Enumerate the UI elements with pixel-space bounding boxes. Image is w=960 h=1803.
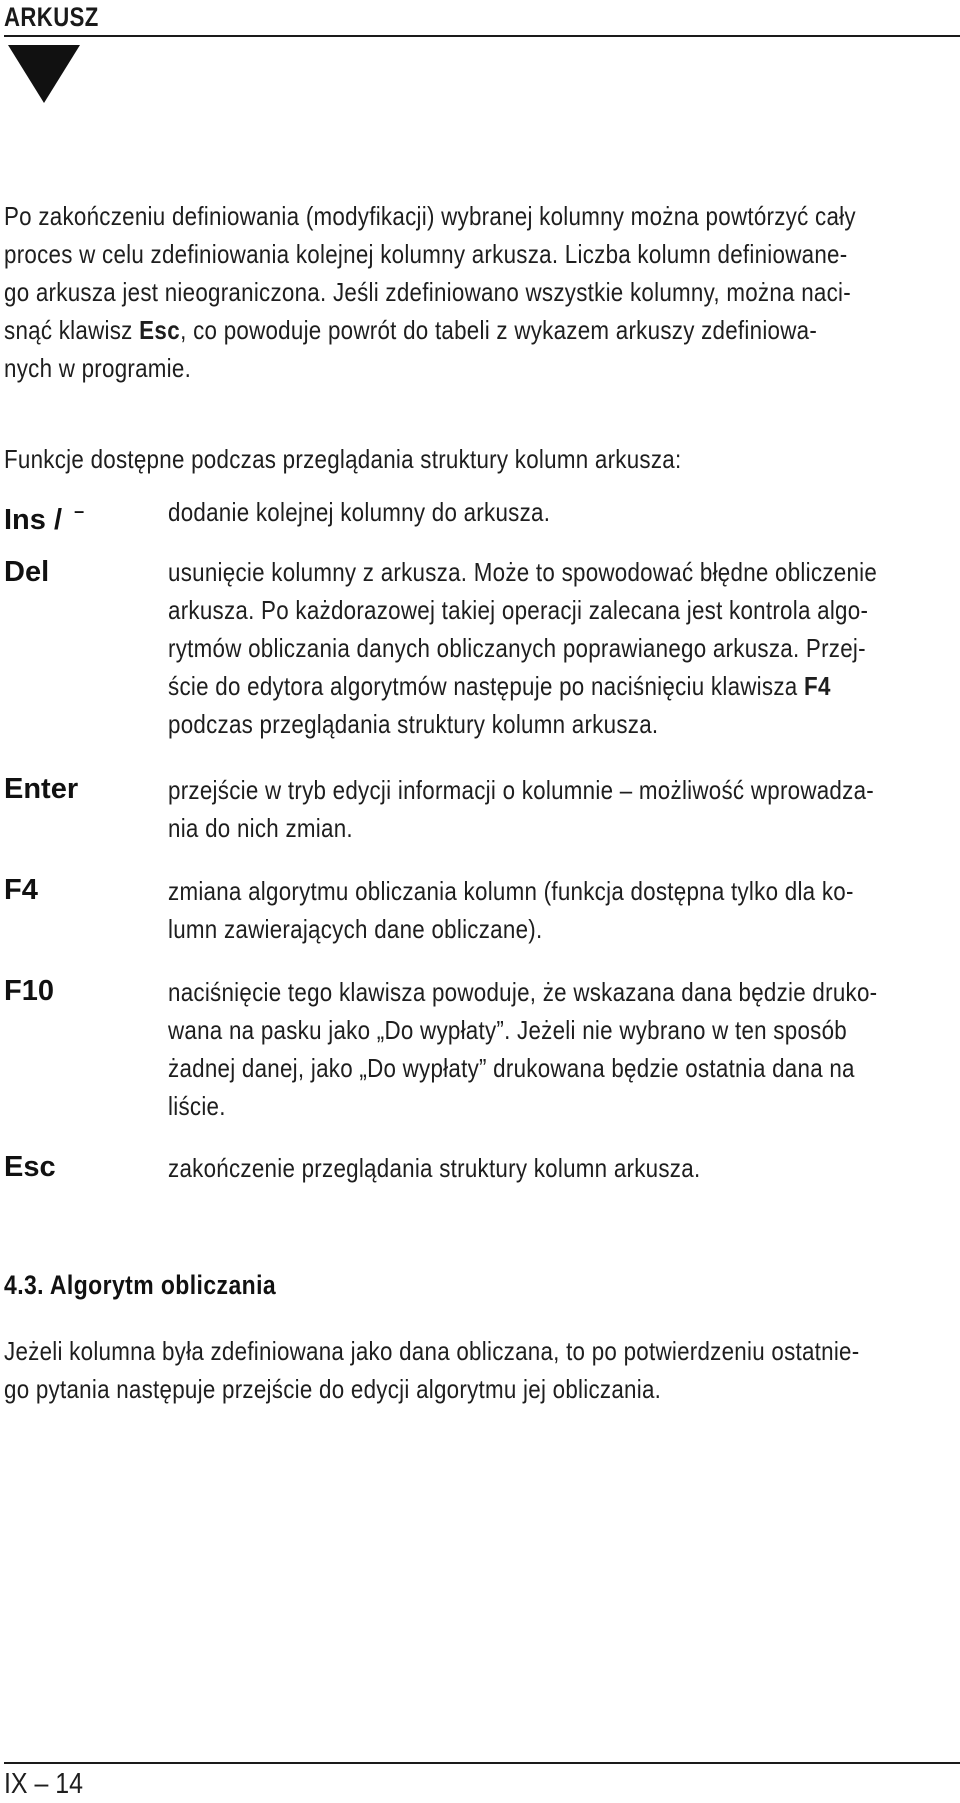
key-name: Esc <box>4 1151 56 1183</box>
functions-intro-text: Funkcje dostępne podczas przeglądania struktury kolumn arkusza: <box>4 444 682 474</box>
desc-line <box>168 667 956 705</box>
desc-line: zakończenie przeglądania struktury kolumn arkusza. <box>168 1153 701 1183</box>
desc-line: przejście w tryb edycji informacji o kolumnie – możliwość wprowadza- <box>168 775 874 805</box>
key-enter <box>4 770 78 808</box>
key-enter-description <box>168 771 956 847</box>
desc-line: liście. <box>168 1091 226 1121</box>
header-rule <box>4 35 960 37</box>
page-header-title: ARKUSZ <box>4 2 99 32</box>
intro-line <box>4 311 916 349</box>
key-esc-description <box>168 1149 956 1187</box>
key-f4-description <box>168 872 956 948</box>
key-name: F10 <box>4 975 54 1007</box>
intro-text: , co powoduje powrót do tabeli z wykazem arkuszy zdefiniowa- <box>180 315 818 345</box>
key-ins <box>4 492 84 539</box>
footer-rule <box>4 1762 960 1764</box>
desc-line: usunięcie kolumny z arkusza. Może to spowodować błędne obliczenie <box>168 557 878 587</box>
section-line: go pytania następuje przejście do edycji algorytmu jej obliczania. <box>4 1374 662 1404</box>
intro-line: proces w celu zdefiniowania kolejnej kolumny arkusza. Liczba kolumn definiowane- <box>4 239 848 269</box>
desc-line: dodanie kolejnej kolumny do arkusza. <box>168 497 551 527</box>
key-ins-description <box>168 493 956 531</box>
desc-line: rytmów obliczania danych obliczanych poprawianego arkusza. Przej- <box>168 633 866 663</box>
key-name: Del <box>4 556 50 588</box>
f4-key-inline: F4 <box>803 671 831 701</box>
intro-line: nych w programie. <box>4 353 192 383</box>
desc-line: żadnej danej, jako „Do wypłaty” drukowana będzie ostatnia dana na <box>168 1053 855 1083</box>
desc-line: nia do nich zmian. <box>168 813 353 843</box>
section-paragraph <box>4 1332 916 1408</box>
desc-line: podczas przeglądania struktury kolumn arkusza. <box>168 709 659 739</box>
intro-paragraph <box>4 197 916 387</box>
key-del <box>4 553 49 591</box>
page-number: IX – 14 <box>4 1768 84 1800</box>
section-heading: 4.3. Algorytm obliczania <box>4 1270 277 1300</box>
key-del-description <box>168 553 956 743</box>
intro-text: snąć klawisz <box>4 315 140 345</box>
desc-line: lumn zawierających dane obliczane). <box>168 914 543 944</box>
key-f4 <box>4 871 38 909</box>
desc-line: zmiana algorytmu obliczania kolumn (funkcja dostępna tylko dla ko- <box>168 876 854 906</box>
key-name: F4 <box>4 874 38 906</box>
key-f10-description <box>168 973 956 1125</box>
key-name: Enter <box>4 773 79 805</box>
key-sup: – <box>74 501 85 521</box>
intro-line: Po zakończeniu definiowania (modyfikacji) wybranej kolumny można powtórzyć cały <box>4 201 856 231</box>
functions-intro <box>4 440 916 478</box>
key-f10 <box>4 972 54 1010</box>
esc-key-inline: Esc <box>139 315 181 345</box>
desc-line: wana na pasku jako „Do wypłaty”. Jeżeli nie wybrano w ten sposób <box>168 1015 847 1045</box>
key-esc <box>4 1148 56 1186</box>
desc-text: ście do edytora algorytmów następuje po naciśnięciu klawisza <box>168 671 804 701</box>
desc-line: arkusza. Po każdorazowej takiej operacji zalecana jest kontrola algo- <box>168 595 869 625</box>
desc-line: naciśnięcie tego klawisza powoduje, że wskazana dana będzie druko- <box>168 977 878 1007</box>
key-name: Ins / <box>4 504 71 536</box>
intro-line: go arkusza jest nieograniczona. Jeśli zdefiniowano wszystkie kolumny, można naci- <box>4 277 851 307</box>
triangle-down-icon <box>8 45 80 103</box>
section-line: Jeżeli kolumna była zdefiniowana jako dana obliczana, to po potwierdzeniu ostatnie- <box>4 1336 860 1366</box>
